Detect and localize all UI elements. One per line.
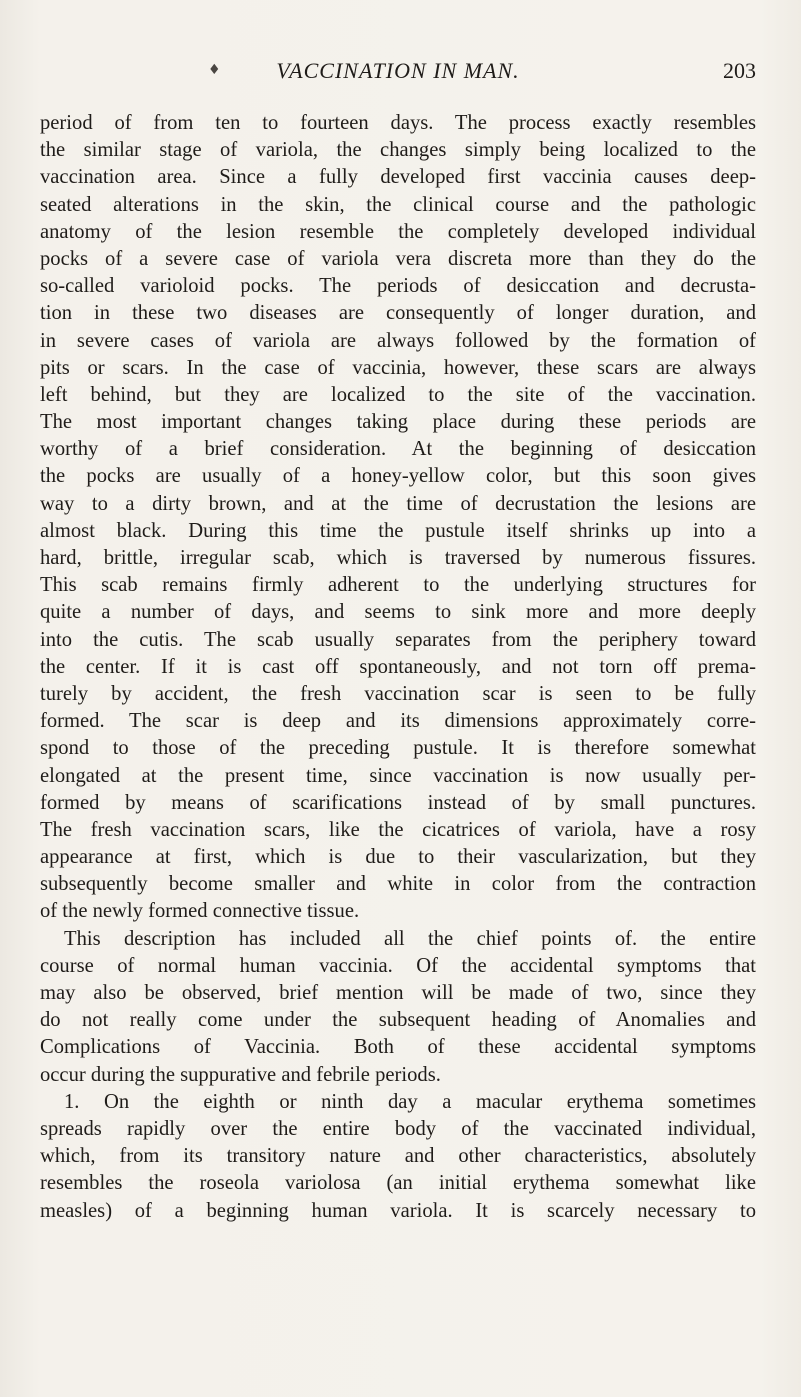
text-line: resembles the roseola variolosa (an initial erythema somewhat like — [40, 1172, 756, 1195]
text-line: course of normal human vaccinia. Of the accidental symptoms that — [40, 954, 756, 977]
text-line: appearance at first, which is due to their vascularization, but they — [40, 846, 756, 869]
text-line: spond to those of the preceding pustule. It is therefore somewhat — [40, 737, 756, 760]
text-line: Complications of Vaccinia. Both of these accidental symptoms — [40, 1036, 756, 1059]
body-text — [40, 110, 756, 1225]
page-title: VACCINATION IN MAN. — [276, 58, 520, 83]
text-line: in severe cases of variola are always followed by the formation of — [40, 329, 756, 352]
text-line: This description has included all the chief points of. the entire — [64, 927, 756, 950]
text-line: may also be observed, brief mention will be made of two, since they — [40, 982, 756, 1004]
text-line: measles) of a beginning human variola. It is scarcely necessary to — [40, 1199, 756, 1222]
page-number: 203 — [723, 58, 756, 83]
text-line: This scab remains firmly adherent to the underlying structures for — [40, 574, 756, 597]
text-line: worthy of a brief consideration. At the beginning of desiccation — [40, 438, 756, 461]
text-line: formed by means of scarifications instead of by small punctures. — [40, 791, 756, 814]
text-line: spreads rapidly over the entire body of the vaccinated individual, — [40, 1117, 756, 1140]
text-line: subsequently become smaller and white in color from the contraction — [40, 873, 756, 896]
text-line: the pocks are usually of a honey-yellow color, but this soon gives — [40, 465, 756, 488]
text-line: of the newly formed connective tissue. — [40, 900, 360, 923]
text-line: the center. If it is cast off spontaneously, and not torn off prema- — [40, 655, 756, 678]
text-line: way to a dirty brown, and at the time of decrustation the lesions are — [40, 492, 756, 515]
running-head — [40, 56, 756, 88]
text-line: formed. The scar is deep and its dimensions approximately corre- — [40, 710, 756, 733]
text-line: pocks of a severe case of variola vera discreta more than they do the — [40, 247, 756, 270]
ornament-mark: ♦ — [208, 62, 221, 78]
text-line: vaccination area. Since a fully developed first vaccinia causes deep- — [40, 166, 756, 189]
text-line: anatomy of the lesion resemble the completely developed individual — [40, 220, 756, 243]
text-line: the similar stage of variola, the changes simply being localized to the — [40, 139, 756, 162]
text-line: occur during the suppurative and febrile periods. — [40, 1063, 441, 1086]
text-line: turely by accident, the fresh vaccination scar is seen to be fully — [40, 682, 756, 705]
text-line: almost black. During this time the pustule itself shrinks up into a — [40, 519, 756, 542]
text-line: which, from its transitory nature and other characteristics, absolutely — [40, 1145, 756, 1168]
text-line: The fresh vaccination scars, like the cicatrices of variola, have a rosy — [40, 818, 756, 841]
text-line: left behind, but they are localized to the site of the vaccination. — [40, 383, 756, 406]
text-line: tion in these two diseases are consequently of longer duration, and — [40, 302, 756, 325]
text-line: into the cutis. The scab usually separates from the periphery toward — [40, 628, 756, 651]
text-line: do not really come under the subsequent heading of Anomalies and — [40, 1009, 756, 1032]
text-line: The most important changes taking place during these periods are — [40, 411, 756, 434]
text-line: pits or scars. In the case of vaccinia, however, these scars are always — [40, 356, 756, 379]
text-line: 1. On the eighth or ninth day a macular erythema sometimes — [64, 1090, 756, 1113]
text-line: so-called varioloid pocks. The periods of desiccation and decrusta- — [40, 275, 756, 298]
text-line: period of from ten to fourteen days. The process exactly resembles — [40, 112, 756, 134]
text-line: quite a number of days, and seems to sink more and more deeply — [40, 601, 756, 624]
text-line: elongated at the present time, since vaccination is now usually per- — [40, 764, 756, 787]
text-line: seated alterations in the skin, the clinical course and the pathologic — [40, 193, 756, 216]
text-line: hard, brittle, irregular scab, which is traversed by numerous fissures. — [40, 547, 756, 569]
